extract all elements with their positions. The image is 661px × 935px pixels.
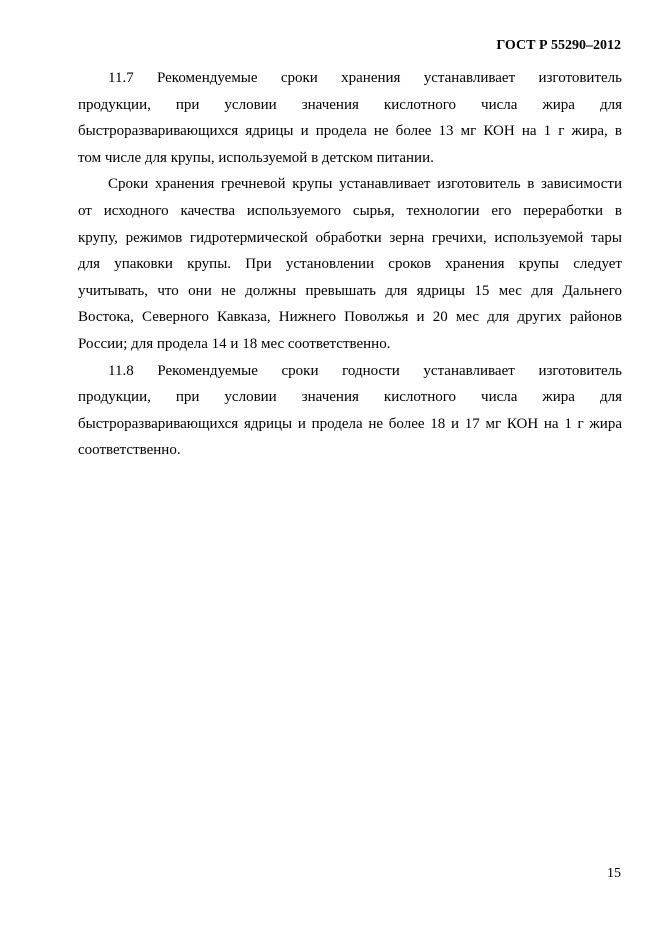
text-line: 11.7 Рекомендуемые сроки хранения устанавливает изготовитель [108, 70, 622, 86]
text-line: соответственно. [78, 442, 181, 459]
text-line: продукции, при условии значения кислотного числа жира для [78, 96, 622, 113]
page-number: 15 [607, 866, 621, 881]
text-line: Сроки хранения гречневой крупы устанавливает изготовитель в зависимости [108, 176, 622, 193]
standard-designation: ГОСТ Р 55290–2012 [496, 38, 621, 53]
text-line: от исходного качества используемого сырья, технологии его переработки в [78, 202, 622, 219]
text-line: том числе для крупы, используемой в детском питании. [78, 149, 434, 166]
text-line: учитывать, что они не должны превышать для ядрицы 15 мес для Дальнего [78, 282, 622, 299]
paragraph-11-7 [78, 65, 622, 171]
text-line: 11.8 Рекомендуемые сроки годности устанавливает изготовитель [108, 362, 622, 379]
paragraph-storage-terms [78, 171, 622, 357]
text-line: быстроразваривающихся ядрицы и продела не более 13 мг КОН на 1 г жира, в [78, 123, 622, 140]
text-line: России; для продела 14 и 18 мес соответственно. [78, 335, 391, 352]
document-body [78, 65, 622, 464]
text-line: для упаковки крупы. При установлении сроков хранения крупы следует [78, 256, 622, 273]
text-line: продукции, при условии значения кислотного числа жира для [78, 389, 622, 406]
paragraph-11-8 [78, 358, 622, 464]
text-line: крупу, режимов гидротермической обработки зерна гречихи, используемой тары [78, 229, 622, 246]
text-line: Востока, Северного Кавказа, Нижнего Поволжья и 20 мес для других районов [78, 309, 622, 326]
text-line: быстроразваривающихся ядрицы и продела не более 18 и 17 мг КОН на 1 г жира [78, 415, 622, 432]
